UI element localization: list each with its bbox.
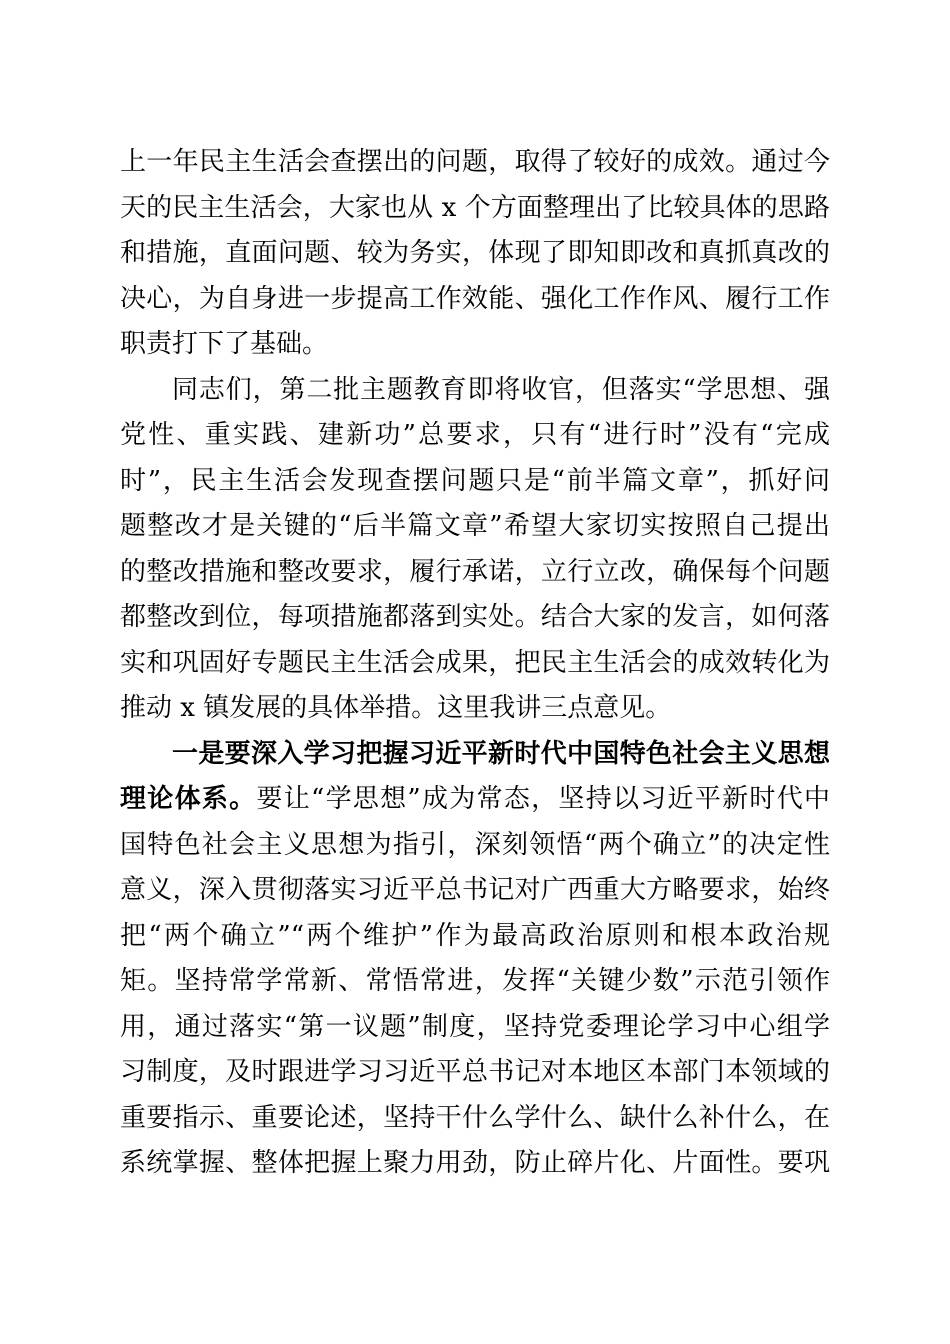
text-line: 系统掌握、整体把握上聚力用劲，防止碎片化、片面性。要巩 (120, 1148, 830, 1178)
text-line: 和措施，直面问题、较为务实，体现了即知即改和真抓真改的 (120, 238, 830, 268)
text-line: 意义，深入贯彻落实习近平总书记对广西重大方略要求，始终 (120, 875, 830, 905)
paragraph-2 (120, 368, 830, 732)
heading-line: 一是要深入学习把握习近平新时代中国特色社会主义思想 (172, 738, 830, 769)
text-line: 习制度，及时跟进学习习近平总书记对本地区本部门本领域的 (120, 1057, 830, 1087)
text-line: 党性、重实践、建新功”总要求，只有“进行时”没有“完成 (120, 420, 830, 450)
document-body (120, 140, 830, 1187)
text-line: 都整改到位，每项措施都落到实处。结合大家的发言，如何落 (120, 602, 830, 632)
text-line: 题整改才是关键的“后半篇文章”希望大家切实按照自己提出 (120, 511, 830, 541)
text-line: 的整改措施和整改要求，履行承诺，立行立改，确保每个问题 (120, 556, 830, 587)
text-line: 把“两个确立”“两个维护”作为最高政治原则和根本政治规 (120, 920, 830, 951)
text-line: 上一年民主生活会查摆出的问题，取得了较好的成效。通过今 (120, 147, 830, 177)
text-line: 天的民主生活会，大家也从 x 个方面整理出了比较具体的思路 (120, 192, 830, 223)
paragraph-3 (120, 732, 830, 1187)
heading-tail: 理论体系。 (120, 784, 257, 814)
text-line: 时”，民主生活会发现查摆问题只是“前半篇文章”，抓好问 (120, 465, 830, 496)
text-line: 重要指示、重要论述，坚持干什么学什么、缺什么补什么，在 (120, 1102, 830, 1133)
text-line: 推动 x 镇发展的具体举措。这里我讲三点意见。 (120, 693, 672, 723)
paragraph-1 (120, 140, 830, 368)
text-line (120, 777, 830, 823)
text-span: 要让“学思想”成为常态，坚持以习近平新时代中 (256, 784, 830, 814)
text-line: 同志们，第二批主题教育即将收官，但落实“学思想、强 (172, 374, 830, 405)
text-line: 职责打下了基础。 (120, 329, 329, 359)
text-line: 实和巩固好专题民主生活会成果，把民主生活会的成效转化为 (120, 647, 830, 678)
text-line: 决心，为自身进一步提高工作效能、强化工作作风、履行工作 (120, 283, 830, 314)
text-line: 用，通过落实“第一议题”制度，坚持党委理论学习中心组学 (120, 1011, 830, 1042)
text-line: 国特色社会主义思想为指引，深刻领悟“两个确立”的决定性 (120, 829, 830, 860)
text-line: 矩。坚持常学常新、常悟常进，发挥“关键少数”示范引领作 (120, 966, 830, 996)
